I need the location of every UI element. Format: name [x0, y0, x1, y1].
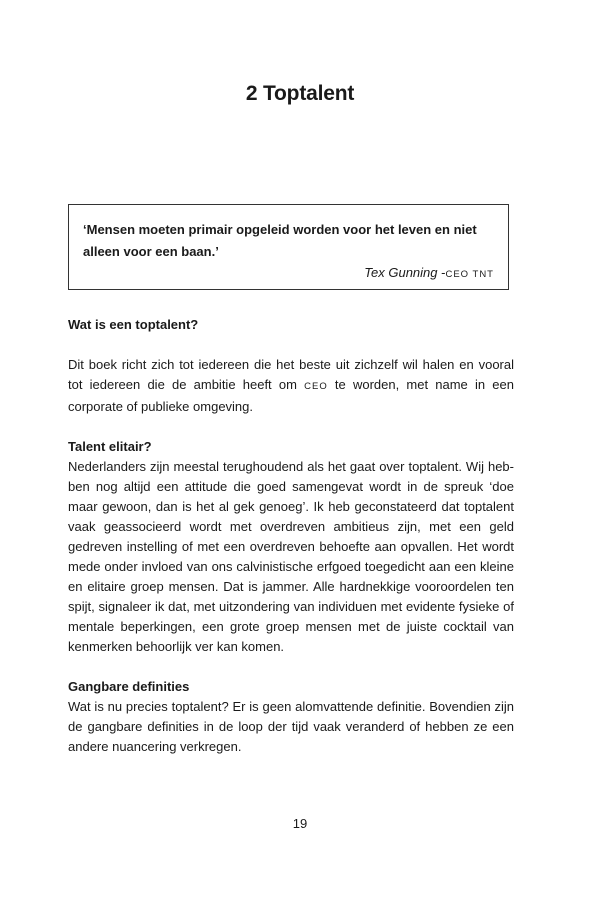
paragraph-text: te worden, met name in een corporate of publieke omgeving.	[68, 377, 514, 414]
section-paragraph: Wat is nu precies toptalent? Er is geen alomvattende definitie. Bovendien zijn de gangbare definities in de loop der tijd vaak veranderd of hebben ze een andere nuancering verkregen.	[68, 699, 514, 754]
chapter-body	[68, 315, 514, 757]
paragraph-abbreviation: CEO	[304, 381, 328, 392]
section-paragraph: Nederlanders zijn meestal terughoudend als het gaat over toptalent. Wij hebben nog altijd een attitude die goed samengevat wordt in de spreuk ‘doe maar gewoon, dan is het al gek genoeg’. Ik heb geconstateerd dat toptalent vaak geassocieerd wordt met overdreven ambitieus zijn, met een geld gedreven instelling of met een overdreven behoefte aan opvallen. Het wordt mede onder invloed van ons calvinistische erfgoed toegedicht aan een kleine en elitaire groep mensen. Dat is jammer. Alle hardnekkige vooroordelen ten spijt, signaleer ik dat, met uitzondering van individuen met evidente fysieke of mentale beperkingen, een grote groep mensen met de juiste cocktail van kenmerken behoorlijk ver kan komen.	[68, 459, 514, 654]
section-paragraph	[68, 355, 514, 417]
quote-separator: -	[437, 265, 446, 280]
epigraph-quote-box	[68, 204, 509, 290]
quote-author-role: CEO TNT	[445, 269, 494, 280]
spacer	[68, 657, 514, 677]
spacer	[68, 335, 514, 355]
section-heading: Gangbare definities	[68, 679, 190, 694]
page-number: 19	[292, 816, 308, 831]
chapter-title: 2 Toptalent	[245, 82, 355, 105]
paragraph-text: Dit boek richt zich tot iedereen die het beste uit zichzelf wil halen en vooral tot iedereen die de ambitie heeft om	[68, 357, 514, 392]
section-heading: Wat is een toptalent?	[68, 317, 199, 332]
quote-author: Tex Gunning	[364, 265, 438, 280]
section-heading: Talent elitair?	[68, 439, 152, 454]
quote-text: ‘Mensen moeten primair opgeleid worden voor het leven en niet alleen voor een baan.’	[83, 222, 477, 259]
spacer	[68, 417, 514, 437]
quote-attribution	[83, 264, 494, 284]
